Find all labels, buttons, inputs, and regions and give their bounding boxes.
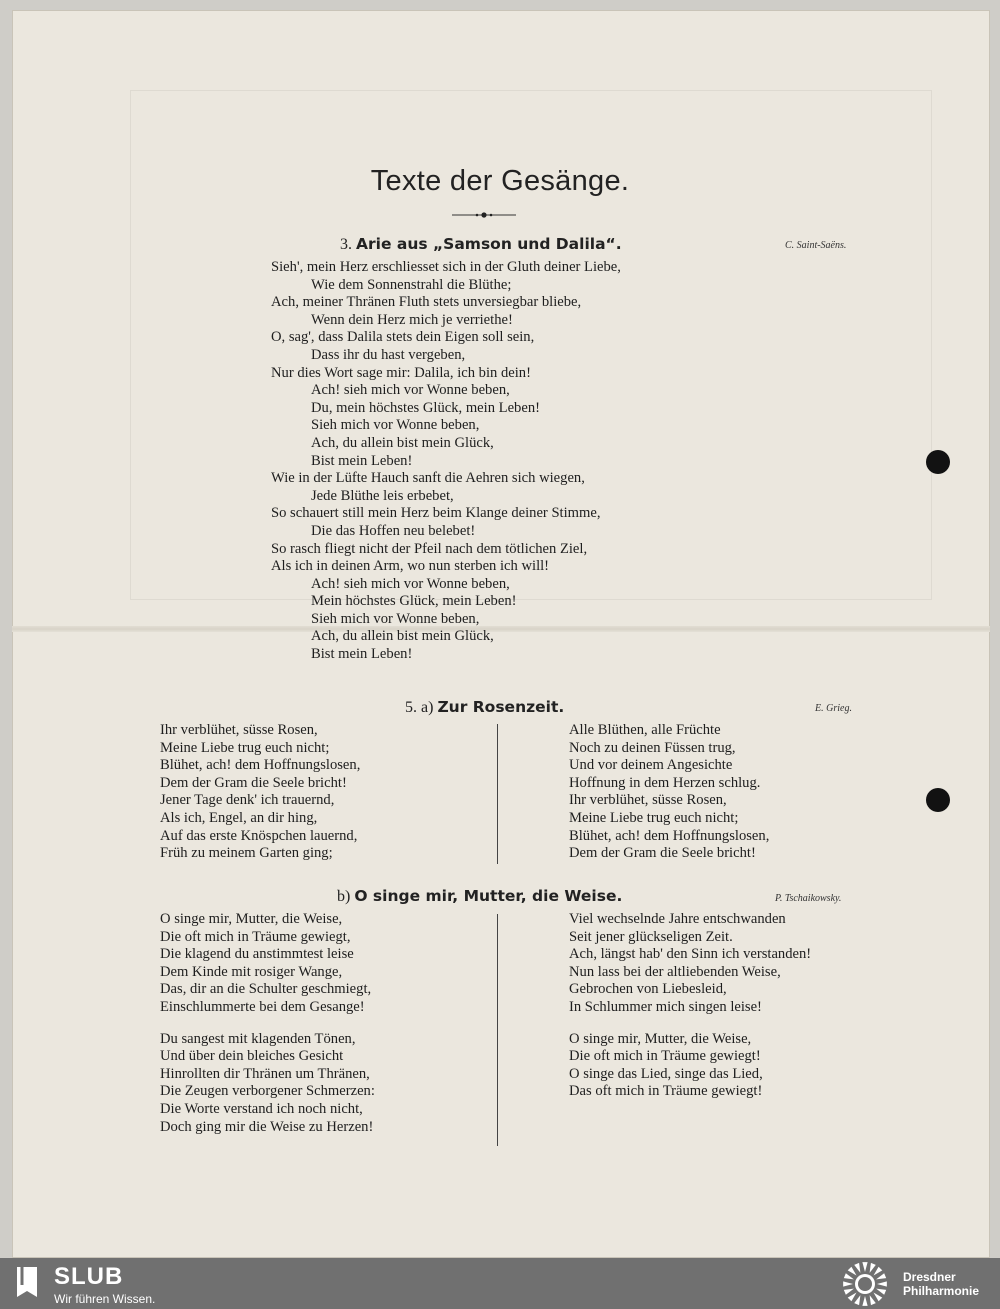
lyric-line: Bist mein Leben!: [311, 452, 413, 469]
dresdner-philharmonie-name: [903, 1270, 979, 1298]
lyric-line: Ach, meiner Thränen Fluth stets unversiegbar bliebe,: [271, 294, 582, 311]
o-singe-mir-right-column: [569, 911, 811, 1101]
section-number: 3.: [340, 236, 352, 253]
lyric-line: Dass ihr du hast vergeben,: [311, 346, 466, 363]
lyric-line: Ach, du allein bist mein Glück,: [311, 434, 494, 451]
lyric-line: Die oft mich in Träume gewiegt!: [569, 1048, 761, 1065]
lyric-line: Einschlummerte bei dem Gesange!: [160, 998, 365, 1015]
samson-lyrics: [271, 259, 621, 664]
lyric-line: Wie in der Lüfte Hauch sanft die Aehren sich wiegen,: [271, 470, 585, 487]
lyric-line: Hoffnung in dem Herzen schlug.: [569, 774, 761, 791]
title-ornament: [452, 210, 516, 220]
lyric-line: Ihr verblühet, süsse Rosen,: [160, 722, 318, 738]
lyric-line: Das oft mich in Träume gewiegt!: [569, 1083, 763, 1100]
lyric-line: Meine Liebe trug euch nicht;: [569, 809, 739, 826]
lyric-line: Jener Tage denk' ich trauernd,: [160, 792, 335, 809]
punch-hole-bottom: [926, 788, 950, 812]
section-title: Arie aus „Samson und Dalila“.: [356, 235, 622, 253]
lyric-line: Noch zu deinen Füssen trug,: [569, 739, 736, 756]
lyric-line: Die Worte verstand ich noch nicht,: [160, 1100, 363, 1117]
footer-bar: [0, 1258, 1000, 1309]
lyric-line: Ach, du allein bist mein Glück,: [311, 628, 494, 645]
lyric-line: Die das Hoffen neu belebet!: [311, 522, 476, 539]
dresdner-philharmonie-logo-icon: [842, 1261, 888, 1307]
lyric-line: Wenn dein Herz mich je verriethe!: [311, 311, 513, 328]
lyric-line: O singe mir, Mutter, die Weise,: [569, 1030, 752, 1047]
lyric-line: Hinrollten dir Thränen um Thränen,: [160, 1065, 370, 1082]
lyric-line: Meine Liebe trug euch nicht;: [160, 739, 330, 756]
lyric-line: Mein höchstes Glück, mein Leben!: [311, 593, 517, 610]
o-singe-mir-left-column: [160, 911, 375, 1136]
lyric-line: Ihr verblühet, süsse Rosen,: [569, 792, 727, 809]
rosenzeit-left-column: [160, 722, 360, 863]
punch-hole-top: [926, 450, 950, 474]
lyric-line: Ach! sieh mich vor Wonne beben,: [311, 575, 510, 592]
lyric-line: Wie dem Sonnenstrahl die Blüthe;: [311, 276, 512, 293]
composer-saint-saens: C. Saint-Saëns.: [785, 240, 847, 251]
page-title: Texte der Gesänge.: [370, 165, 630, 197]
lyric-line: Als ich, Engel, an dir hing,: [160, 809, 318, 826]
dp-name-line-1: Dresdner: [903, 1270, 956, 1284]
lyric-line: Blühet, ach! dem Hoffnungslosen,: [160, 757, 361, 774]
lyric-line: Auf das erste Knöspchen lauernd,: [160, 827, 358, 844]
lyric-line: Und vor deinem Angesichte: [569, 757, 733, 774]
slub-tagline: Wir führen Wissen.: [54, 1292, 156, 1306]
lyric-line: Gebrochen von Liebesleid,: [569, 981, 727, 998]
lyric-line: Bist mein Leben!: [311, 646, 413, 663]
lyric-line: Die klagend du anstimmtest leise: [160, 946, 354, 963]
lyric-line: Doch ging mir die Weise zu Herzen!: [160, 1118, 374, 1135]
lyric-line: Die Zeugen verborgener Schmerzen:: [160, 1083, 375, 1100]
lyric-line: Du, mein höchstes Glück, mein Leben!: [311, 399, 540, 416]
lyric-line: So schauert still mein Herz beim Klange deiner Stimme,: [271, 505, 601, 522]
section-heading-rosenzeit: [405, 698, 564, 717]
lyric-line: Und über dein bleiches Gesicht: [160, 1048, 344, 1065]
dp-name-line-2: Philharmonie: [903, 1284, 980, 1298]
section-number: b): [337, 888, 351, 905]
lyric-line: Dem der Gram die Seele bricht!: [160, 774, 347, 791]
lyric-line: O singe das Lied, singe das Lied,: [569, 1065, 763, 1082]
lyric-line: Das, dir an die Schulter geschmiegt,: [160, 981, 372, 998]
lyric-line: Früh zu meinem Garten ging;: [160, 845, 333, 862]
section-title: O singe mir, Mutter, die Weise.: [354, 887, 623, 905]
column-divider: [497, 724, 498, 864]
lyric-line: Blühet, ach! dem Hoffnungslosen,: [569, 827, 770, 844]
lyric-line: O, sag', dass Dalila stets dein Eigen soll sein,: [271, 329, 535, 346]
slub-logo-icon: [14, 1265, 40, 1299]
stanza-gap: [160, 1017, 375, 1031]
lyric-line: Jede Blüthe leis erbebet,: [311, 487, 454, 504]
lyric-line: Sieh mich vor Wonne beben,: [311, 610, 480, 627]
lyric-line: Seit jener glückseligen Zeit.: [569, 928, 733, 945]
stanza-gap: [569, 1017, 811, 1031]
lyric-line: Nun lass bei der altliebenden Weise,: [569, 963, 781, 980]
lyric-line: Als ich in deinen Arm, wo nun sterben ich will!: [271, 558, 550, 575]
lyric-line: So rasch fliegt nicht der Pfeil nach dem tötlichen Ziel,: [271, 540, 588, 557]
composer-grieg: E. Grieg.: [815, 703, 852, 714]
composer-tschaikowsky: P. Tschaikowsky.: [775, 893, 842, 904]
lyric-line: O singe mir, Mutter, die Weise,: [160, 911, 343, 927]
lyric-line: Die oft mich in Träume gewiegt,: [160, 928, 351, 945]
lyric-line: Alle Blüthen, alle Früchte: [569, 722, 721, 738]
lyric-line: Sieh mich vor Wonne beben,: [311, 417, 480, 434]
lyric-line: Ach! sieh mich vor Wonne beben,: [311, 382, 510, 399]
lyric-line: Dem Kinde mit rosiger Wange,: [160, 963, 343, 980]
section-number: 5. a): [405, 699, 434, 716]
column-divider: [497, 914, 498, 1146]
section-heading-o-singe-mir: [337, 887, 622, 906]
lyric-line: Dem der Gram die Seele bricht!: [569, 845, 756, 862]
lyric-line: Du sangest mit klagenden Tönen,: [160, 1030, 356, 1047]
section-heading-samson: [340, 235, 622, 254]
slub-name: SLUB: [54, 1263, 124, 1290]
lyric-line: Ach, längst hab' den Sinn ich verstanden!: [569, 946, 812, 963]
lyric-line: In Schlummer mich singen leise!: [569, 998, 762, 1015]
lyric-line: Viel wechselnde Jahre entschwanden: [569, 911, 786, 927]
rosenzeit-right-column: [569, 722, 769, 863]
lyric-line: Nur dies Wort sage mir: Dalila, ich bin dein!: [271, 364, 531, 381]
lyric-line: Sieh', mein Herz erschliesset sich in der Gluth deiner Liebe,: [271, 259, 621, 275]
section-title: Zur Rosenzeit.: [437, 698, 565, 716]
